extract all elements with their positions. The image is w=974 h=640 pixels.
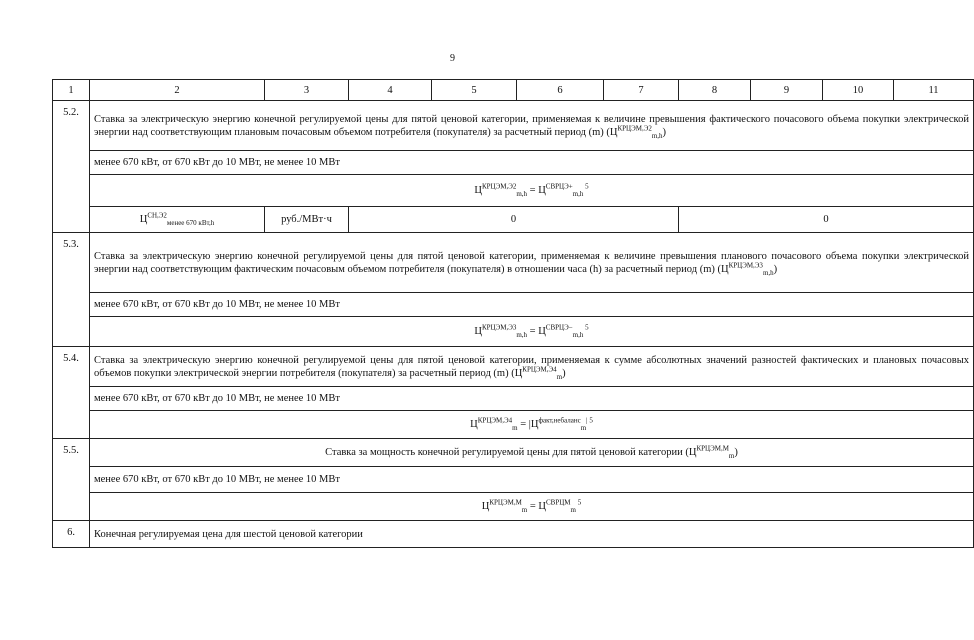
section-number: 5.5. xyxy=(53,439,90,521)
section-number: 5.3. xyxy=(53,233,90,347)
page-number: 9 xyxy=(450,53,455,64)
tariff-table xyxy=(52,79,974,548)
section-5-2-formula-row xyxy=(53,175,974,207)
formula: $Ц^{КРЦЭМ,Э2}_{m,h} = Ц^{СВРЦЭ+}_{m,h}$ $^5$ xyxy=(90,175,974,207)
formula: $Ц^{КРЦЭМ,М}_m = Ц^{СВРЦМ}_m$ $^5$ xyxy=(90,493,974,521)
header-cell: 11 xyxy=(894,80,974,101)
section-number: 5.2. xyxy=(53,101,90,233)
value-cell: 0 xyxy=(349,207,679,233)
section-5-5-formula-row xyxy=(53,493,974,521)
header-row xyxy=(53,80,974,101)
header-cell: 4 xyxy=(349,80,432,101)
section-5-3-formula-row xyxy=(53,317,974,347)
section-description: Ставка за мощность конечной регулируемой цены для пятой ценовой категории $(Ц^{КРЦЭМ,М}_m)$ xyxy=(90,439,974,467)
section-description: Ставка за электрическую энергию конечной регулируемой цены для пятой ценовой категории, применяемая к сумме абсолютных значений разностей фактических и плановых почасовых объемов покупки электрической энергии потребителя (покупателя) за расчетный период (m) $(Ц^{КРЦЭМ,Э4}_m)$ xyxy=(90,347,974,387)
header-cell: 2 xyxy=(90,80,265,101)
header-cell: 5 xyxy=(432,80,517,101)
header-cell: 7 xyxy=(604,80,679,101)
section-5-4-formula-row xyxy=(53,411,974,439)
formula: $Ц^{КРЦЭМ,Э4}_m = |Ц^{факт,небаланс}_m^{| 5}$ xyxy=(90,411,974,439)
section-5-3-range-row xyxy=(53,293,974,317)
section-5-3-title-row xyxy=(53,233,974,293)
power-range: менее 670 кВт, от 670 кВт до 10 МВт, не менее 10 МВт xyxy=(90,467,974,493)
power-range: менее 670 кВт, от 670 кВт до 10 МВт, не менее 10 МВт xyxy=(90,387,974,411)
section-number: 5.4. xyxy=(53,347,90,439)
section-description: Ставка за электрическую энергию конечной регулируемой цены для пятой ценовой категории, применяемая к величине превышения фактического почасового объема покупки электрической энергии над соответствующим плановым почасовым объемом потребителя (покупателя) за расчетный период (m) $(Ц^{КРЦЭМ,Э2}_{m,h})$ xyxy=(90,101,974,151)
section-5-2-range-row xyxy=(53,151,974,175)
header-cell: 8 xyxy=(679,80,751,101)
section-5-5-range-row xyxy=(53,467,974,493)
header-cell: 6 xyxy=(517,80,604,101)
header-cell: 9 xyxy=(751,80,823,101)
power-range: менее 670 кВт, от 670 кВт до 10 МВт, не менее 10 МВт xyxy=(90,293,974,317)
section-5-5-title-row xyxy=(53,439,974,467)
header-cell: 1 xyxy=(53,80,90,101)
header-cell: 10 xyxy=(823,80,894,101)
row-symbol: $Ц^{СН,Э2}_{менее 670 кВт,h}$ xyxy=(90,207,265,233)
section-5-4-title-row xyxy=(53,347,974,387)
unit: руб./МВт·ч xyxy=(265,207,349,233)
header-cell: 3 xyxy=(265,80,349,101)
section-description: Конечная регулируемая цена для шестой ценовой категории xyxy=(90,521,974,548)
section-description: Ставка за электрическую энергию конечной регулируемой цены для пятой ценовой категории, применяемая к величине превышения планового почасового объема покупки электрической энергии над соответствующим фактическим почасовым объемом потребителя (покупателя) в отношении часа (h) за расчетный период (m) $(Ц^{КРЦЭМ,Э3}_{m,h})$ xyxy=(90,233,974,293)
power-range: менее 670 кВт, от 670 кВт до 10 МВт, не менее 10 МВт xyxy=(90,151,974,175)
section-5-4-range-row xyxy=(53,387,974,411)
section-6-row xyxy=(53,521,974,548)
formula: $Ц^{КРЦЭМ,Э3}_{m,h} = Ц^{СВРЦЭ-}_{m,h}$ $^5$ xyxy=(90,317,974,347)
section-5-2-value-row xyxy=(53,207,974,233)
section-5-2-title-row xyxy=(53,101,974,151)
value-cell: 0 xyxy=(679,207,974,233)
section-number: 6. xyxy=(53,521,90,548)
